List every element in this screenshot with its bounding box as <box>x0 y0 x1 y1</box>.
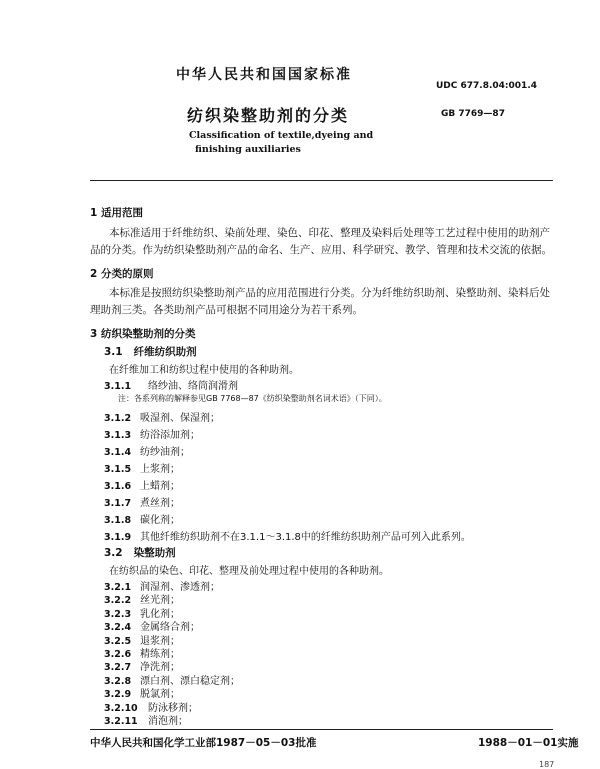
item-text: 脱氯剂； <box>140 689 180 701</box>
item-text: 吸湿剂、保湿剂； <box>140 413 220 424</box>
item-number: 3.2.7 <box>104 662 132 674</box>
english-title <box>189 129 373 157</box>
section-3-1-number: 3.1 <box>104 346 123 358</box>
item-text: 漂白剂、漂白稳定剂； <box>140 675 240 687</box>
footer-divider <box>90 729 553 730</box>
item-text: 络纱油、络筒润滑剂 <box>148 381 238 392</box>
item-text: 上蜡剂； <box>140 481 180 492</box>
list-item <box>104 528 471 543</box>
section-1-line1: 本标准适用于纤维纺织、染前处理、染色、印花、整理及染料后处理等工艺过程中使用的助剂产 <box>109 227 550 239</box>
implementation-date: 1988－01－01实施 <box>478 737 579 749</box>
item-text: 防泳移剂； <box>148 702 198 714</box>
section-3-1-desc: 在纤维加工和纺织过程中使用的各种助剂。 <box>109 365 299 376</box>
item-number: 3.2.2 <box>104 595 132 607</box>
standard-org-title: 中华人民共和国国家标准 <box>176 67 352 83</box>
item-number: 3.2.9 <box>104 689 132 701</box>
item-text: 碳化剂； <box>140 515 180 526</box>
section-1-heading: 1 适用范围 <box>90 207 143 219</box>
item-text: 退浆剂； <box>140 635 180 647</box>
item-number: 3.1.6 <box>104 481 132 492</box>
item-note: 注：各系列称的解释参见GB 7768—87《纺织染整助剂名词术语》（下同）。 <box>118 394 387 403</box>
item-text: 其他纤维纺织助剂不在3.1.1～3.1.8中的纤维纺织助剂产品可列入此系列。 <box>140 532 471 543</box>
item-text: 煮丝剂； <box>140 498 180 509</box>
item-text: 精练剂； <box>140 649 180 660</box>
header-divider <box>90 180 553 181</box>
english-title-line2: finishing auxiliaries <box>195 144 301 155</box>
section-3-1-heading <box>104 344 197 359</box>
section-3-2-desc: 在纺织品的染色、印花、整理及前处理过程中使用的各种助剂。 <box>109 566 389 577</box>
list-item <box>104 409 220 424</box>
section-3-2-number: 3.2 <box>104 547 123 559</box>
item-number: 3.1.8 <box>104 515 132 526</box>
item-text: 丝光剂； <box>140 595 180 607</box>
item-text: 消泡剂； <box>148 716 188 727</box>
section-2-line2: 理助剂三类。各类助剂产品可根据不同用途分为若干系列。 <box>90 304 363 316</box>
item-text: 净洗剂； <box>140 662 180 674</box>
item-text: 上浆剂； <box>140 464 180 475</box>
list-item <box>104 712 188 727</box>
item-number: 3.2.6 <box>104 649 132 660</box>
item-number: 3.1.4 <box>104 447 132 458</box>
section-3-2-title: 染整助剂 <box>133 547 176 559</box>
page-title: 纺织染整助剂的分类 <box>187 106 350 125</box>
list-item <box>104 426 200 441</box>
section-3-heading: 3 纺织染整助剂的分类 <box>90 328 196 340</box>
item-number: 3.2.8 <box>104 675 132 687</box>
item-text: 纺浴添加剂； <box>140 430 200 441</box>
item-number: 3.2.3 <box>104 608 132 620</box>
item-text: 润湿剂、渗透剂； <box>140 582 220 593</box>
section-3-2-heading <box>104 545 176 560</box>
english-title-line1: Classification of textile,dyeing and <box>189 130 374 141</box>
section-2-heading: 2 分类的原则 <box>90 268 154 280</box>
item-number: 3.2.5 <box>104 635 132 647</box>
item-text: 金属络合剂； <box>140 622 200 634</box>
item-number: 3.1.1 <box>104 381 132 392</box>
item-number: 3.1.5 <box>104 464 132 475</box>
page-number: 187 <box>539 760 555 769</box>
section-1-line2: 品的分类。作为纺织染整助剂产品的命名、生产、应用、科学研究、教学、管理和技术交流的依据。 <box>90 244 552 256</box>
list-item <box>104 460 180 475</box>
item-text: 乳化剂； <box>140 608 180 620</box>
udc-code: UDC 677.8.04:001.4 <box>436 81 537 91</box>
list-item <box>104 511 180 526</box>
list-item <box>104 377 238 392</box>
item-number: 3.1.7 <box>104 498 132 509</box>
item-number: 3.1.2 <box>104 413 132 424</box>
item-number: 3.2.4 <box>104 622 132 634</box>
approval-text: 中华人民共和国化学工业部1987－05－03批准 <box>90 737 317 749</box>
list-item <box>104 443 190 458</box>
section-2-line1: 本标准是按照纺织染整助剂产品的应用范围进行分类。分为纤维纺织助剂、染整助剂、染料后处 <box>109 287 550 299</box>
list-item <box>104 494 180 509</box>
item-number: 3.1.9 <box>104 532 132 543</box>
list-item <box>104 477 180 492</box>
item-number: 3.1.3 <box>104 430 132 441</box>
section-3-1-title: 纤维纺织助剂 <box>133 346 197 358</box>
item-number: 3.2.10 <box>104 702 138 714</box>
gb-number: GB 7769—87 <box>441 109 505 119</box>
item-text: 纺纱油剂； <box>140 447 190 458</box>
item-number: 3.2.11 <box>104 716 138 727</box>
item-number: 3.2.1 <box>104 582 132 593</box>
